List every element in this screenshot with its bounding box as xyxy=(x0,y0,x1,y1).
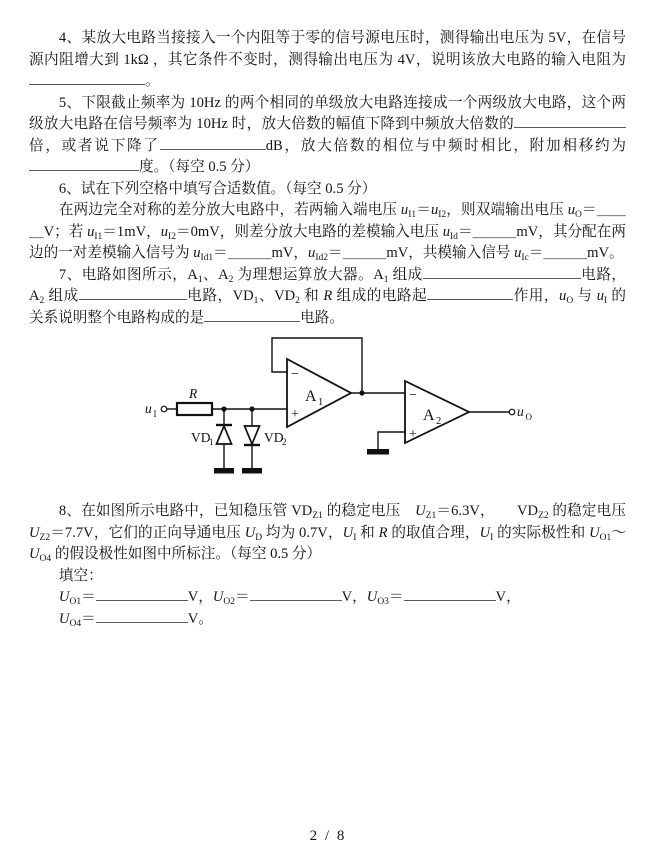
variable: $A_2$ xyxy=(218,266,234,285)
variable: $u_O$ xyxy=(559,288,574,306)
fill-in-blank[interactable] xyxy=(79,286,187,300)
variable: $u_{Id2}$ xyxy=(308,245,328,263)
variable: $A_2$ xyxy=(29,288,45,306)
variable: $VD_{Z1}$ xyxy=(291,503,323,521)
fill-in-blank[interactable] xyxy=(160,136,266,150)
fill-in-blank[interactable] xyxy=(29,157,139,171)
variable: $U_{Z2}$ xyxy=(29,524,51,543)
fill-in-line-2: $U_{O4}= V$。 xyxy=(58,610,213,629)
opamp-a1 xyxy=(287,359,351,427)
fill-in-blank[interactable] xyxy=(96,587,188,601)
a2-label: A xyxy=(423,407,435,424)
circuit-figure xyxy=(29,329,626,495)
fill-in-blank[interactable] xyxy=(29,71,145,85)
a1-label-sub: 1 xyxy=(318,397,324,408)
question-6-body: 在两边完全对称的差分放大电路中，若两输入端电压 $u_{I1}=u_{I2}$，则双端输出电压 $u_O=\_\_\_V$；若 $u_{I1}=1mV$，$u_{I2}=0mV$，则差分放大电路的差模输入电压 $u_{Id}=\_\_\_mV$，其分配在两边的一对差模输入信号为 $u_{Id1}=\_\_\_mV$，$u_{Id2}=\_\_\_mV$，共模输入信号 $u_{Ic}=\_\_\_mV$。 xyxy=(29,202,626,263)
question-7: 7、电路如图所示，$A_1$、$A_2$ 为理想运算放大器。$A_1$ 组成 电路，$A_2$ 组成 电路，$VD_1$、$VD_2$ 和 R 组成的电路起 作用，$u_O$ 与 $u_I$ 的关系说明整个电路构成的是 电路。 xyxy=(29,266,626,326)
variable: R xyxy=(378,524,388,541)
fill-in-blank[interactable] xyxy=(204,308,300,322)
fill-in-heading: 填空： xyxy=(58,567,103,584)
a1-minus-sign: − xyxy=(291,367,299,382)
a1-plus-sign: + xyxy=(291,407,299,422)
resistor-label: R xyxy=(189,386,198,401)
variable: $U_{O1}$ xyxy=(58,589,82,607)
diode-vd2 xyxy=(242,409,287,474)
variable: $A_1$ xyxy=(373,266,389,285)
variable: $u_{I2}$ xyxy=(160,223,176,242)
diode1-label-sub: 1 xyxy=(209,437,214,447)
question-6-intro: 6、试在下列空格中填写合适数值。（每空 0.5 分） xyxy=(58,180,377,197)
a2-minus-sign: − xyxy=(409,388,417,403)
variable: $u_{I1}$ xyxy=(400,202,417,220)
fill-in-blank[interactable] xyxy=(423,265,581,279)
variable: $U_{Z1}$ xyxy=(415,503,437,521)
variable: $VD_2$ xyxy=(274,288,300,306)
variable: $u_O$ xyxy=(567,202,582,220)
input-label: u xyxy=(145,401,152,416)
diode-vd1 xyxy=(191,409,234,474)
resistor-r xyxy=(167,386,212,415)
variable: $u_{I1}$ xyxy=(87,223,103,242)
output-terminal xyxy=(469,404,533,422)
diode2-label: VD xyxy=(264,430,284,445)
output-label-sub: O xyxy=(525,412,532,422)
output-label: u xyxy=(517,404,524,419)
junction-dot xyxy=(359,390,364,395)
question-8: 8、在如图所示电路中，已知稳压管 $VD_{Z1}$ 的稳定电压 $U_{Z1}=6.3V$， $VD_{Z2}$ 的稳定电压 $U_{Z2}=7.7V$，它们的正向导通电压 $U_D$ 均为 0.7V，$U_I$ 和 R 的取值合理，$U_I$ 的实际极性和 $U_{O1}\sim U_{O4}$ 的假设极性如图中所标注。（每空 0.5 分） xyxy=(29,503,626,564)
diode2-label-sub: 2 xyxy=(282,437,287,447)
fill-in-blank[interactable] xyxy=(250,587,342,601)
variable: $U_D$ xyxy=(244,524,263,543)
variable: $U_{O1}$ xyxy=(589,524,612,543)
variable: $u_{Id}$ xyxy=(442,223,458,242)
variable: $VD_{Z2}$ xyxy=(516,503,549,521)
input-label-sub: I xyxy=(153,409,157,419)
diode1-label: VD xyxy=(191,430,211,445)
variable: $U_{O4}$ xyxy=(29,546,52,564)
a2-ground xyxy=(367,432,405,455)
variable: $u_{Ic}$ xyxy=(514,245,529,263)
fill-in-blank[interactable] xyxy=(96,609,188,623)
ground-symbol xyxy=(214,468,234,474)
a2-label-sub: 2 xyxy=(436,416,442,427)
question-5: 5、下限截止频率为 10Hz 的两个相同的单级放大电路连接成一个两级放大电路，这个两级放大电路在信号频率为 10Hz 时，放大倍数的幅值下降到中频放大倍数的 倍，或者说下降了 dB，放大倍数的相位与中频时相比，附加相移约为 度。（每空 0.5 分） xyxy=(29,94,626,175)
variable: $A_1$ xyxy=(187,266,203,285)
ground-symbol xyxy=(367,449,389,455)
variable: $U_I$ xyxy=(342,524,357,543)
ground-symbol xyxy=(242,468,262,474)
fill-in-blank[interactable] xyxy=(404,587,496,601)
variable: $U_{O3}$ xyxy=(366,589,389,607)
fill-in-blank[interactable] xyxy=(427,286,513,300)
page-number: 2 / 8 xyxy=(309,828,347,844)
variable: $U_{O2}$ xyxy=(212,589,236,607)
a2-plus-sign: + xyxy=(409,427,417,442)
circuit-diagram xyxy=(138,329,550,489)
input-terminal xyxy=(145,401,167,419)
variable: $VD_1$ xyxy=(232,288,259,306)
variable: $u_{I2}$ xyxy=(430,202,447,220)
fill-in-line-1: $U_{O1}= V$，$U_{O2}= V$，$U_{O3}= V$， xyxy=(58,589,521,607)
fill-in-blank[interactable] xyxy=(514,114,626,128)
variable: $u_{Id1}$ xyxy=(193,245,214,263)
variable: $U_I$ xyxy=(479,524,494,543)
variable: $U_{O4}$ xyxy=(58,610,82,629)
variable: $u_I$ xyxy=(596,288,608,306)
a1-label: A xyxy=(305,388,317,405)
opamp-a2 xyxy=(405,381,469,443)
variable: R xyxy=(323,288,333,304)
question-4: 4、某放大电路当接接入一个内阻等于零的信号源电压时，测得输出电压为 5V，在信号源内阻增大到 1kΩ ，其它条件不变时，测得输出电压为 4V，说明该放大电路的输入电阻为 。 xyxy=(29,30,626,89)
